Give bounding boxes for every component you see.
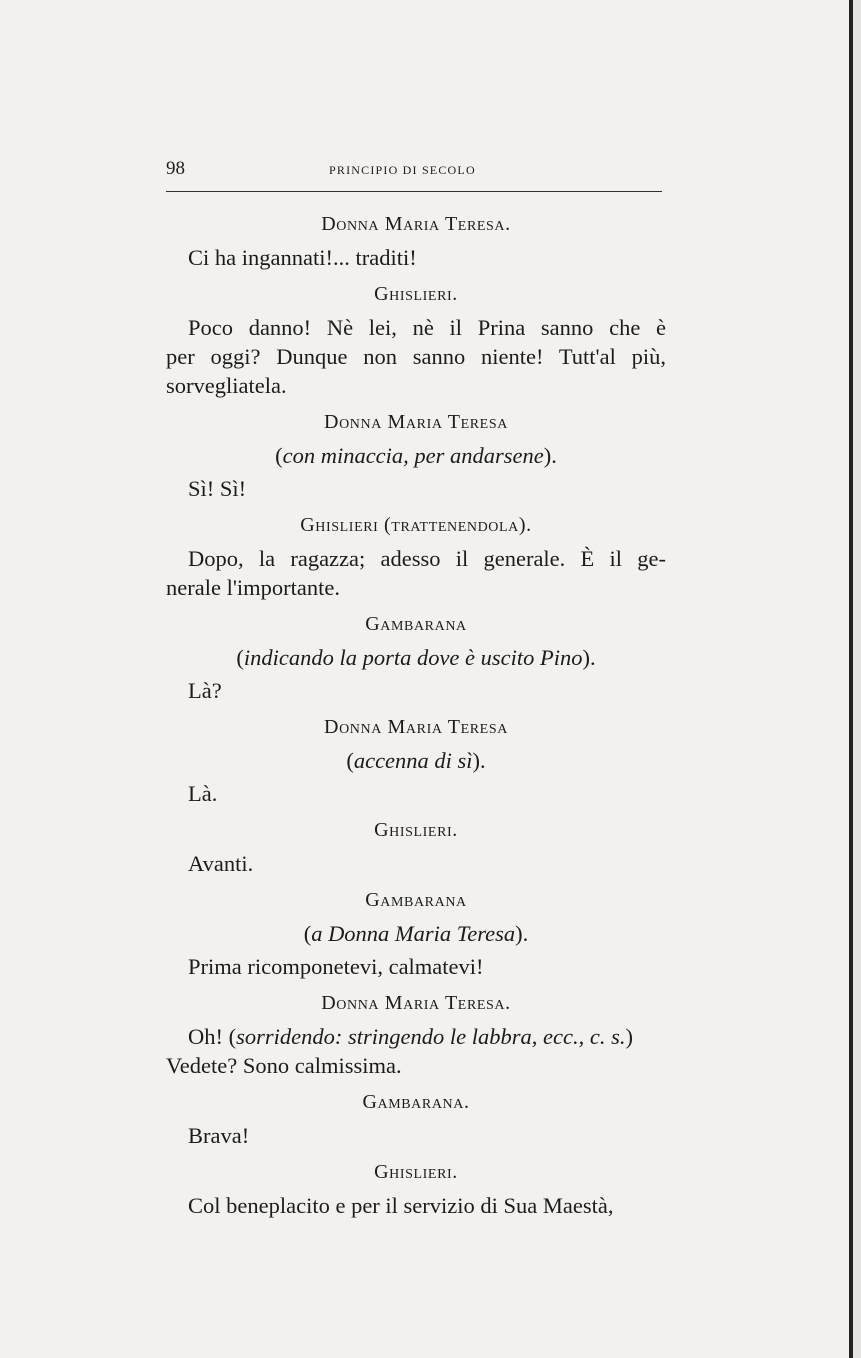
header-rule bbox=[166, 191, 662, 192]
dialogue-line: Là? bbox=[188, 678, 222, 703]
dialogue-line: Avanti. bbox=[188, 851, 254, 876]
speaker-name: Ghislieri. bbox=[374, 1161, 458, 1183]
speaker-name: Gambarana. bbox=[362, 1091, 470, 1113]
play-text bbox=[166, 200, 666, 1224]
page-number: 98 bbox=[166, 158, 185, 179]
speaker-name: Gambarana bbox=[365, 889, 467, 911]
dialogue-line: Col beneplacito e per il servizio di Sua Maestà, bbox=[188, 1193, 614, 1218]
stage-direction-text: indicando la porta dove è uscito Pino bbox=[243, 645, 583, 670]
dialogue-line: Là. bbox=[188, 781, 218, 806]
dialogue-line: nerale l'importante. bbox=[166, 575, 340, 600]
dialogue-line: sorvegliatela. bbox=[166, 373, 287, 398]
page-edge-shadow bbox=[853, 0, 861, 1358]
stage-direction-text: con minaccia, per andarsene bbox=[282, 443, 544, 468]
stage-direction: (con minaccia, per andarsene). bbox=[275, 443, 557, 468]
dialogue-line: Brava! bbox=[188, 1123, 250, 1148]
speaker-name: Donna Maria Teresa bbox=[324, 716, 508, 738]
stage-direction-text: a Donna Maria Teresa bbox=[311, 921, 516, 946]
stage-direction: (a Donna Maria Teresa). bbox=[303, 921, 529, 946]
speaker-name: Gambarana bbox=[365, 613, 467, 635]
speaker-name: Donna Maria Teresa bbox=[324, 411, 508, 433]
speaker-name: Ghislieri. bbox=[374, 819, 458, 841]
speaker-name: Ghislieri. bbox=[374, 283, 458, 305]
running-head bbox=[166, 158, 662, 184]
dialogue-line: Prima ricomponetevi, calmatevi! bbox=[188, 954, 484, 979]
running-title: PRINCIPIO DI SECOLO bbox=[329, 163, 476, 177]
stage-direction-text: sorridendo: stringendo le labbra, ecc., c. s. bbox=[236, 1024, 626, 1049]
dialogue-line: Ci ha ingannati!... traditi! bbox=[188, 245, 417, 270]
stage-direction: (accenna di sì). bbox=[346, 748, 486, 773]
speaker-name: Ghislieri bbox=[300, 514, 379, 536]
dialogue-line: Poco danno! Nè lei, nè il Prina sanno che è bbox=[188, 315, 666, 340]
page-edge-line bbox=[849, 0, 853, 1358]
dialogue-text: Oh! bbox=[188, 1024, 223, 1049]
stage-direction: (indicando la porta dove è uscito Pino). bbox=[236, 645, 596, 670]
speaker-name: Donna Maria Teresa. bbox=[321, 992, 511, 1014]
dialogue-line: Dopo, la ragazza; adesso il generale. È il ge- bbox=[188, 546, 666, 571]
speaker-with-direction: Ghislieri (trattenendola). bbox=[300, 514, 532, 536]
speaker-name: Donna Maria Teresa. bbox=[321, 213, 511, 235]
dialogue-line-with-direction: Oh! (sorridendo: stringendo le labbra, ecc., c. s.) bbox=[188, 1024, 633, 1049]
stage-direction-text: accenna di sì bbox=[353, 748, 473, 773]
stage-direction-text: trattenendola bbox=[391, 514, 519, 536]
dialogue-line: Vedete? Sono calmissima. bbox=[166, 1053, 402, 1078]
dialogue-line: per oggi? Dunque non sanno niente! Tutt'al più, bbox=[166, 344, 666, 369]
dialogue-line: Sì! Sì! bbox=[188, 476, 247, 501]
